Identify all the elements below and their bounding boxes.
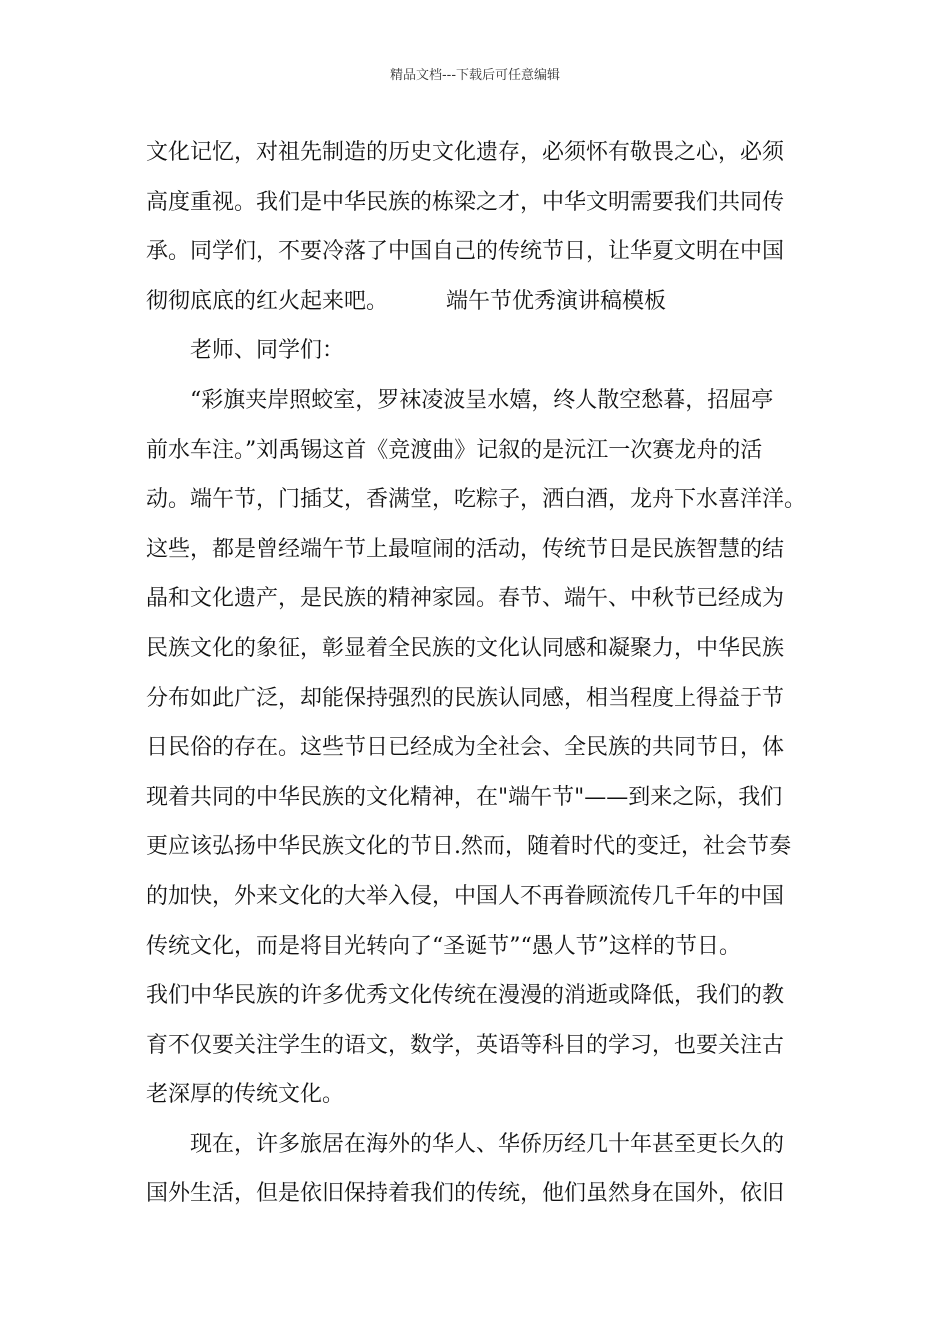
text-line: 晶和文化遗产，是民族的精神家园。春节、端午、中秋节已经成为 — [146, 586, 785, 612]
text-line: 分布如此广泛，却能保持强烈的民族认同感，相当程度上得益于节 — [146, 685, 785, 711]
text-line: 承。同学们，不要冷落了中国自己的传统节日，让华夏文明在中国 — [146, 239, 785, 265]
speech-title: 端午节优秀演讲稿模板 — [446, 288, 667, 314]
text-line: 的加快，外来文化的大举入侵，中国人不再眷顾流传几千年的中国 — [146, 883, 785, 909]
text-line: 育不仅要关注学生的语文，数学，英语等科目的学习，也要关注古 — [146, 1032, 785, 1058]
text-line: 现在，许多旅居在海外的华人、华侨历经几十年甚至更长久的 — [190, 1131, 785, 1157]
text-line: 我们中华民族的许多优秀文化传统在漫漫的消逝或降低，我们的教 — [146, 983, 785, 1009]
page-header: 精品文档---下载后可任意编辑 — [389, 68, 561, 83]
text-line: 更应该弘扬中华民族文化的节日.然而，随着时代的变迁，社会节奏 — [146, 834, 791, 860]
text-line: 文化记忆，对祖先制造的历史文化遗存，必须怀有敬畏之心，必须 — [146, 140, 785, 165]
text-line: “彩旗夹岸照蛟室，罗袜凌波呈水嬉，终人散空愁暮，招屈亭 — [190, 387, 774, 413]
text-line: 这些，都是曾经端午节上最喧闹的活动，传统节日是民族智慧的结 — [146, 536, 785, 562]
text-line: 老深厚的传统文化。 — [146, 1082, 345, 1108]
salutation: 老师、同学们： — [190, 338, 345, 364]
text-line-with-title — [146, 277, 826, 327]
text-line: 高度重视。我们是中华民族的栋梁之才，中华文明需要我们共同传 — [146, 189, 785, 215]
text-line: 民族文化的象征，彰显着全民族的文化认同感和凝聚力，中华民族 — [146, 635, 785, 661]
text-line: 传统文化，而是将目光转向了“圣诞节”“愚人节”这样的节日。 — [146, 933, 741, 959]
text-line: 现着共同的中华民族的文化精神，在"端午节"——到来之际，我们 — [146, 784, 783, 810]
text-line: 日民俗的存在。这些节日已经成为全社会、全民族的共同节日，体 — [146, 735, 785, 761]
text-segment: 彻彻底底的红火起来吧。 — [146, 288, 389, 314]
document-body — [146, 128, 826, 1219]
text-line: 动。端午节，门插艾，香满堂，吃粽子，洒白酒，龙舟下水喜洋洋。 — [146, 487, 807, 513]
text-line: 前水车注。”刘禹锡这首《竞渡曲》记叙的是沅江一次赛龙舟的活 — [146, 437, 763, 463]
text-line: 国外生活，但是依旧保持着我们的传统，他们虽然身在国外，依旧 — [146, 1181, 785, 1207]
